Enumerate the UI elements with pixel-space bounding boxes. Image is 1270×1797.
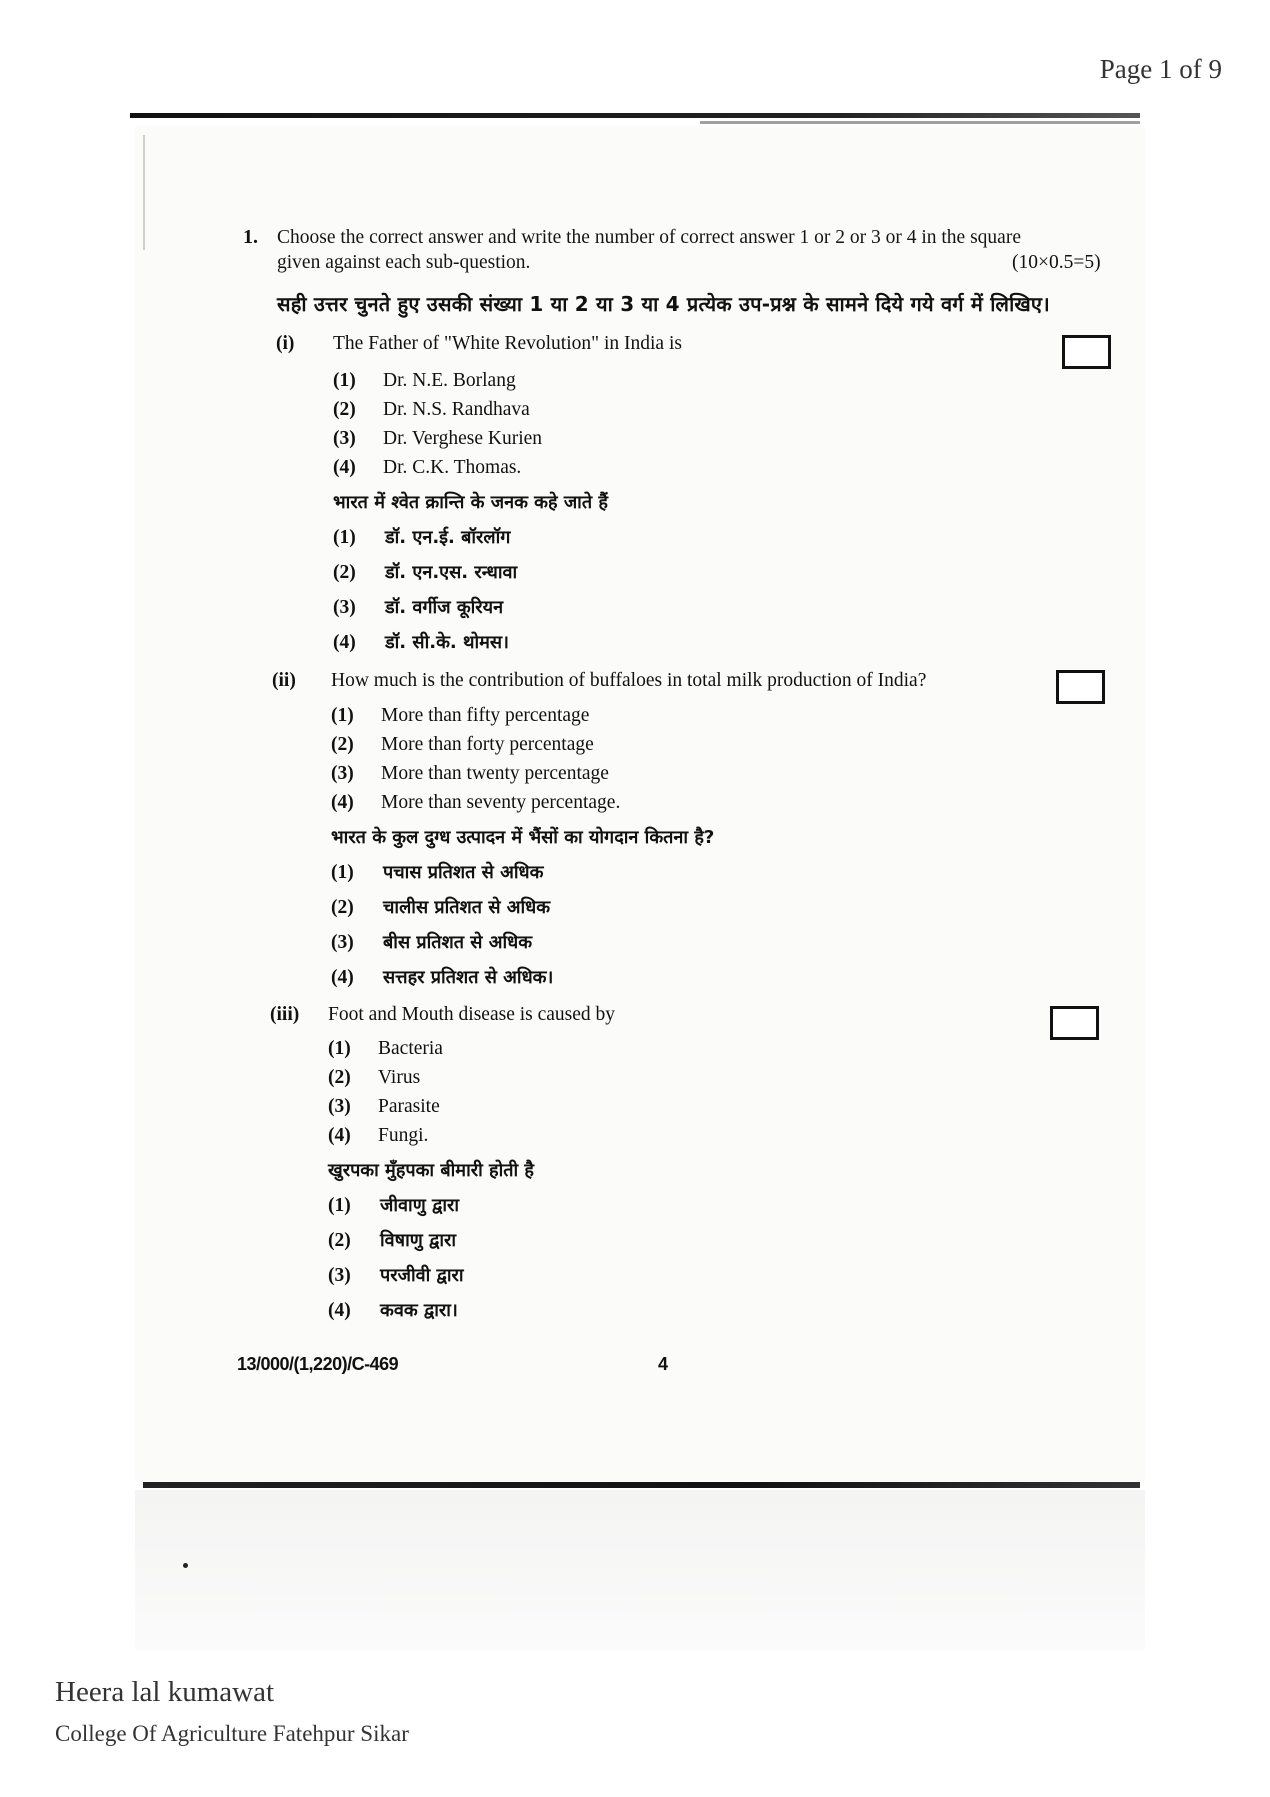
question-instruction-hindi: सही उत्तर चुनते हुए उसकी संख्या 1 या 2 या 3 या 4 प्रत्येक उप-प्रश्न के सामने दिये गये वर्ग में लिखिए। <box>277 292 1050 316</box>
scan-edge <box>143 135 145 250</box>
option: (4) Fungi. <box>328 1125 429 1146</box>
sub-question-stem-hindi: भारत के कुल दुग्ध उत्पादन में भैंसों का योगदान कितना है? <box>331 827 715 848</box>
paper-code: 13/000/(1,220)/C-469 <box>237 1354 399 1374</box>
bottom-rule <box>143 1482 1140 1488</box>
question-marks: (10×0.5=5) <box>1012 252 1101 273</box>
option: (1) Dr. N.E. Borlang <box>333 370 516 391</box>
option-hindi: (4) डॉ. सी.के. थोमस। <box>333 632 509 653</box>
college-name: College Of Agriculture Fatehpur Sikar <box>55 1721 409 1746</box>
option: (1) More than fifty percentage <box>331 705 590 726</box>
option: (4) More than seventy percentage. <box>331 792 621 813</box>
option-hindi: (1) डॉ. एन.ई. बॉरलॉग <box>333 527 511 548</box>
option: (2) Dr. N.S. Randhava <box>333 399 530 420</box>
option: (1) Bacteria <box>328 1038 443 1059</box>
sub-question-stem: The Father of "White Revolution" in India is <box>333 333 682 354</box>
sub-question-stem: Foot and Mouth disease is caused by <box>328 1004 616 1025</box>
question-number: 1. <box>243 226 258 248</box>
option-hindi: (1) जीवाणु द्वारा <box>328 1195 460 1216</box>
option: (4) Dr. C.K. Thomas. <box>333 457 522 478</box>
option-hindi: (4) कवक द्वारा। <box>328 1300 458 1321</box>
page-indicator: Page 1 of 9 <box>1099 54 1222 84</box>
sub-question-stem-hindi: खुरपका मुँहपका बीमारी होती है <box>328 1160 534 1181</box>
scan-dot <box>183 1563 188 1568</box>
option-hindi: (3) डॉ. वर्गीज कूरियन <box>333 597 504 618</box>
author-name: Heera lal kumawat <box>55 1676 275 1708</box>
option: (3) Parasite <box>328 1096 440 1117</box>
option: (2) More than forty percentage <box>331 734 594 755</box>
scanned-page <box>135 126 1145 1481</box>
option-hindi: (2) विषाणु द्वारा <box>328 1230 457 1251</box>
option-hindi: (4) सत्तहर प्रतिशत से अधिक। <box>331 967 554 988</box>
top-rule-shadow <box>700 121 1140 124</box>
paper-page-number: 4 <box>658 1354 669 1374</box>
option-hindi: (3) परजीवी द्वारा <box>328 1265 464 1286</box>
sub-question-label: (iii) <box>270 1004 300 1025</box>
option-hindi: (2) डॉ. एन.एस. रन्धावा <box>333 562 518 583</box>
sub-question-label: (i) <box>276 333 295 354</box>
option-hindi: (2) चालीस प्रतिशत से अधिक <box>331 897 551 918</box>
sub-question-stem: How much is the contribution of buffaloes in total milk production of India? <box>331 670 927 691</box>
option: (2) Virus <box>328 1067 421 1088</box>
option: (3) Dr. Verghese Kurien <box>333 428 543 449</box>
sub-question-label: (ii) <box>272 670 296 691</box>
answer-box[interactable] <box>1062 335 1111 369</box>
answer-box[interactable] <box>1056 670 1105 704</box>
sub-question-stem-hindi: भारत में श्वेत क्रान्ति के जनक कहे जाते हैं <box>333 492 608 513</box>
option-hindi: (1) पचास प्रतिशत से अधिक <box>331 862 544 883</box>
question-instruction-line2: given against each sub-question. <box>277 252 531 273</box>
option-hindi: (3) बीस प्रतिशत से अधिक <box>331 932 533 953</box>
top-rule <box>130 113 1140 118</box>
question-instruction-line1: Choose the correct answer and write the number of correct answer 1 or 2 or 3 or 4 in the square <box>277 227 1021 248</box>
scan-bottom-margin <box>135 1490 1145 1650</box>
answer-box[interactable] <box>1050 1006 1099 1040</box>
option: (3) More than twenty percentage <box>331 763 609 784</box>
